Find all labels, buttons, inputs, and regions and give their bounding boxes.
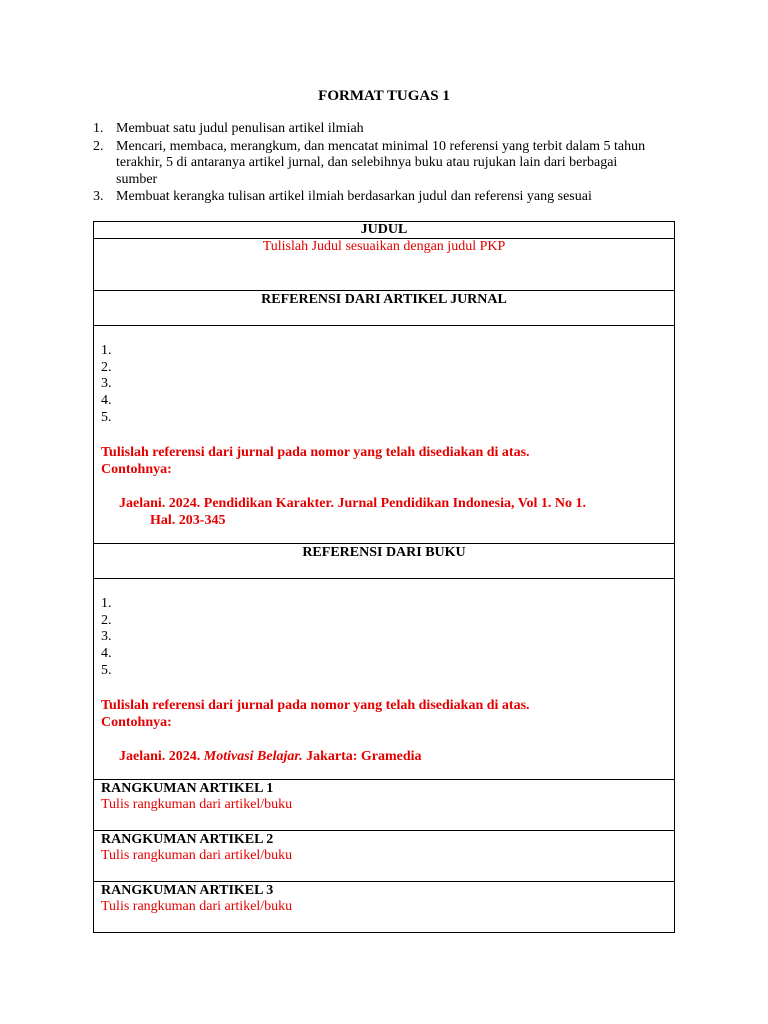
instruction-item-2: [93, 139, 653, 189]
summary-cell-1[interactable]: [94, 780, 675, 831]
book-example-suffix: Jakarta: Gramedia: [302, 748, 422, 764]
journal-instruction-text: Tulislah referensi dari jurnal pada nomor yang telah disediakan di atas.: [101, 444, 530, 460]
list-item: 1.: [101, 343, 112, 358]
summary-cell-2[interactable]: [94, 831, 675, 882]
summary-title: RANGKUMAN ARTIKEL 3: [101, 883, 274, 898]
book-example-prefix: Jaelani. 2024.: [119, 748, 204, 764]
journal-example: [101, 495, 667, 529]
book-example-title: Motivasi Belajar.: [203, 748, 303, 764]
judul-input-cell[interactable]: [94, 239, 675, 291]
journal-reference-cell[interactable]: [94, 326, 675, 544]
book-header: REFERENSI DARI BUKU: [94, 544, 675, 579]
summary-cell-3[interactable]: [94, 882, 675, 933]
journal-example-label: Contohnya:: [101, 461, 172, 477]
list-item: 5.: [101, 662, 112, 678]
list-item: 3.: [101, 376, 112, 392]
list-item: 4.: [101, 393, 112, 409]
book-number-list: [101, 596, 667, 680]
book-example: [101, 748, 667, 765]
summary-hint: Tulis rangkuman dari artikel/buku: [101, 899, 293, 914]
instruction-number: 2.: [93, 138, 104, 154]
book-reference-cell[interactable]: [94, 579, 675, 780]
summary-hint: Tulis rangkuman dari artikel/buku: [101, 848, 293, 863]
page-title: FORMAT TUGAS 1: [318, 88, 450, 104]
instruction-text: Membuat kerangka tulisan artikel ilmiah berdasarkan judul dan referensi yang sesuai: [116, 189, 592, 204]
instruction-number: 1.: [93, 121, 104, 136]
summary-title: RANGKUMAN ARTIKEL 2: [101, 832, 274, 847]
list-item: 2.: [101, 359, 112, 375]
instruction-text: Membuat satu judul penulisan artikel ilmiah: [116, 121, 364, 136]
list-item: 1.: [101, 596, 112, 611]
list-item: 4.: [101, 646, 112, 662]
instruction-item-1: [93, 121, 653, 138]
list-item: 5.: [101, 409, 112, 425]
journal-example-line1: Jaelani. 2024. Pendidikan Karakter. Jurnal Pendidikan Indonesia, Vol 1. No 1.: [119, 495, 587, 511]
summary-hint: Tulis rangkuman dari artikel/buku: [101, 797, 293, 812]
book-instruction: [101, 697, 667, 731]
book-instruction-text: Tulislah referensi dari jurnal pada nomor yang telah disediakan di atas.: [101, 697, 530, 713]
list-item: 2.: [101, 612, 112, 628]
judul-header: JUDUL: [94, 222, 675, 239]
instruction-text: Mencari, membaca, merangkum, dan mencatat minimal 10 referensi yang terbit dalam 5 tahun terakhir, 5 di antaranya artikel jurnal, dan selebihnya buku atau rujukan lain dari berbagai sumber: [116, 138, 646, 187]
judul-hint: Tulislah Judul sesuaikan dengan judul PKP: [262, 239, 506, 254]
instruction-number: 3.: [93, 189, 104, 204]
list-item: 3.: [101, 629, 112, 645]
journal-header: REFERENSI DARI ARTIKEL JURNAL: [94, 291, 675, 326]
journal-example-line2: Hal. 203-345: [150, 512, 226, 528]
instruction-item-3: [93, 189, 653, 206]
assignment-form-table: [93, 221, 675, 933]
instruction-list: [93, 121, 653, 207]
book-example-label: Contohnya:: [101, 714, 172, 730]
summary-title: RANGKUMAN ARTIKEL 1: [101, 781, 274, 796]
journal-instruction: [101, 444, 667, 478]
journal-number-list: [101, 343, 667, 427]
